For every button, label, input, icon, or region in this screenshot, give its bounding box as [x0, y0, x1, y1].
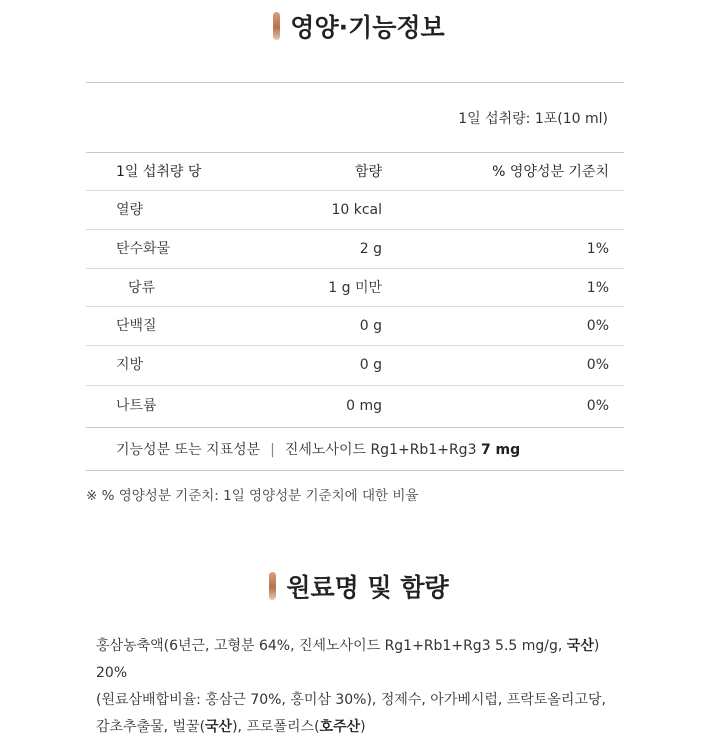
nutrition-row-sugars: [86, 269, 624, 307]
column-header-name: 1일 섭취량 당: [116, 164, 202, 180]
table-bottom-rule: [86, 470, 624, 471]
nutrition-section-heading: [0, 6, 718, 46]
ingredients-section-heading: [0, 566, 718, 606]
nutrient-amount: 2 g: [359, 241, 382, 257]
ingredients-text-segment: ), 프로폴리스(: [232, 719, 320, 735]
ingredients-text-segment: 감초추출물, 벌꿀(: [96, 719, 206, 735]
nutrient-dv: 1%: [586, 280, 609, 296]
nutrient-dv: 1%: [586, 241, 609, 257]
nutrient-name: 탄수화물: [116, 241, 171, 257]
heading-marker-icon: [273, 12, 280, 40]
nutrient-amount: 0 mg: [346, 398, 382, 414]
nutrient-dv: 0%: [586, 398, 609, 414]
nutrition-row-protein: [86, 307, 624, 345]
functional-label: 기능성분 또는 지표성분: [116, 442, 261, 458]
nutrient-amount: 0 g: [359, 357, 382, 373]
column-header-amount: 함량: [354, 164, 382, 180]
nutrition-table-header: [86, 153, 624, 191]
ingredients-text-segment: ) 20%: [96, 638, 600, 681]
functional-top-rule: [86, 427, 624, 428]
row-divider: [86, 385, 624, 386]
heading-marker-icon: [269, 572, 276, 600]
ingredients-line-3: [96, 714, 616, 741]
nutrition-row-energy: [86, 191, 624, 229]
ingredients-section-title: 원료명 및 함량: [286, 573, 449, 602]
nutrition-row-sodium: [86, 387, 624, 425]
ingredients-text-segment: 홍삼농축액(6년근, 고형분 64%, 진세노사이드 Rg1+Rb1+Rg3 5.5 mg/g,: [96, 638, 567, 654]
nutrient-name: 지방: [116, 357, 144, 373]
nutrition-row-fat: [86, 346, 624, 384]
functional-amount: 7 mg: [480, 442, 521, 458]
functional-separator: |: [270, 442, 275, 458]
dv-footnote: ※ % 영양성분 기준치: 1일 영양성분 기준치에 대한 비율: [86, 488, 419, 504]
nutrient-amount: 1 g 미만: [328, 280, 382, 296]
ingredients-line-1: [96, 633, 616, 687]
nutrient-amount: 0 g: [359, 318, 382, 334]
origin-australia: 호주산: [319, 719, 361, 735]
nutrient-name: 나트륨: [116, 398, 157, 414]
nutrient-amount: 10 kcal: [331, 202, 382, 218]
nutrient-name: 단백질: [116, 318, 157, 334]
nutrition-row-carbohydrate: [86, 230, 624, 268]
serving-size: 1일 섭취량: 1포(10 ml): [458, 111, 608, 127]
ingredients-text-segment: ): [360, 719, 366, 735]
functional-ingredient: [116, 430, 520, 470]
nutrient-name: 당류: [128, 280, 156, 296]
origin-korea: 국산: [205, 719, 233, 735]
ingredients-line-2: (원료삼배합비율: 홍삼근 70%, 홍미삼 30%), 정제수, 아가베시럽, 프락토올리고당,: [96, 692, 606, 708]
functional-ingredient-name: 진세노사이드 Rg1+Rb1+Rg3: [284, 442, 477, 458]
nutrient-name: 열량: [116, 202, 144, 218]
nutrition-section-title: 영양·기능정보: [290, 13, 445, 42]
table-top-rule: [86, 82, 624, 83]
origin-korea: 국산: [566, 638, 594, 654]
column-header-dv: % 영양성분 기준치: [492, 164, 609, 180]
ingredients-text: [96, 633, 616, 741]
nutrient-dv: 0%: [586, 357, 609, 373]
nutrient-dv: 0%: [586, 318, 609, 334]
